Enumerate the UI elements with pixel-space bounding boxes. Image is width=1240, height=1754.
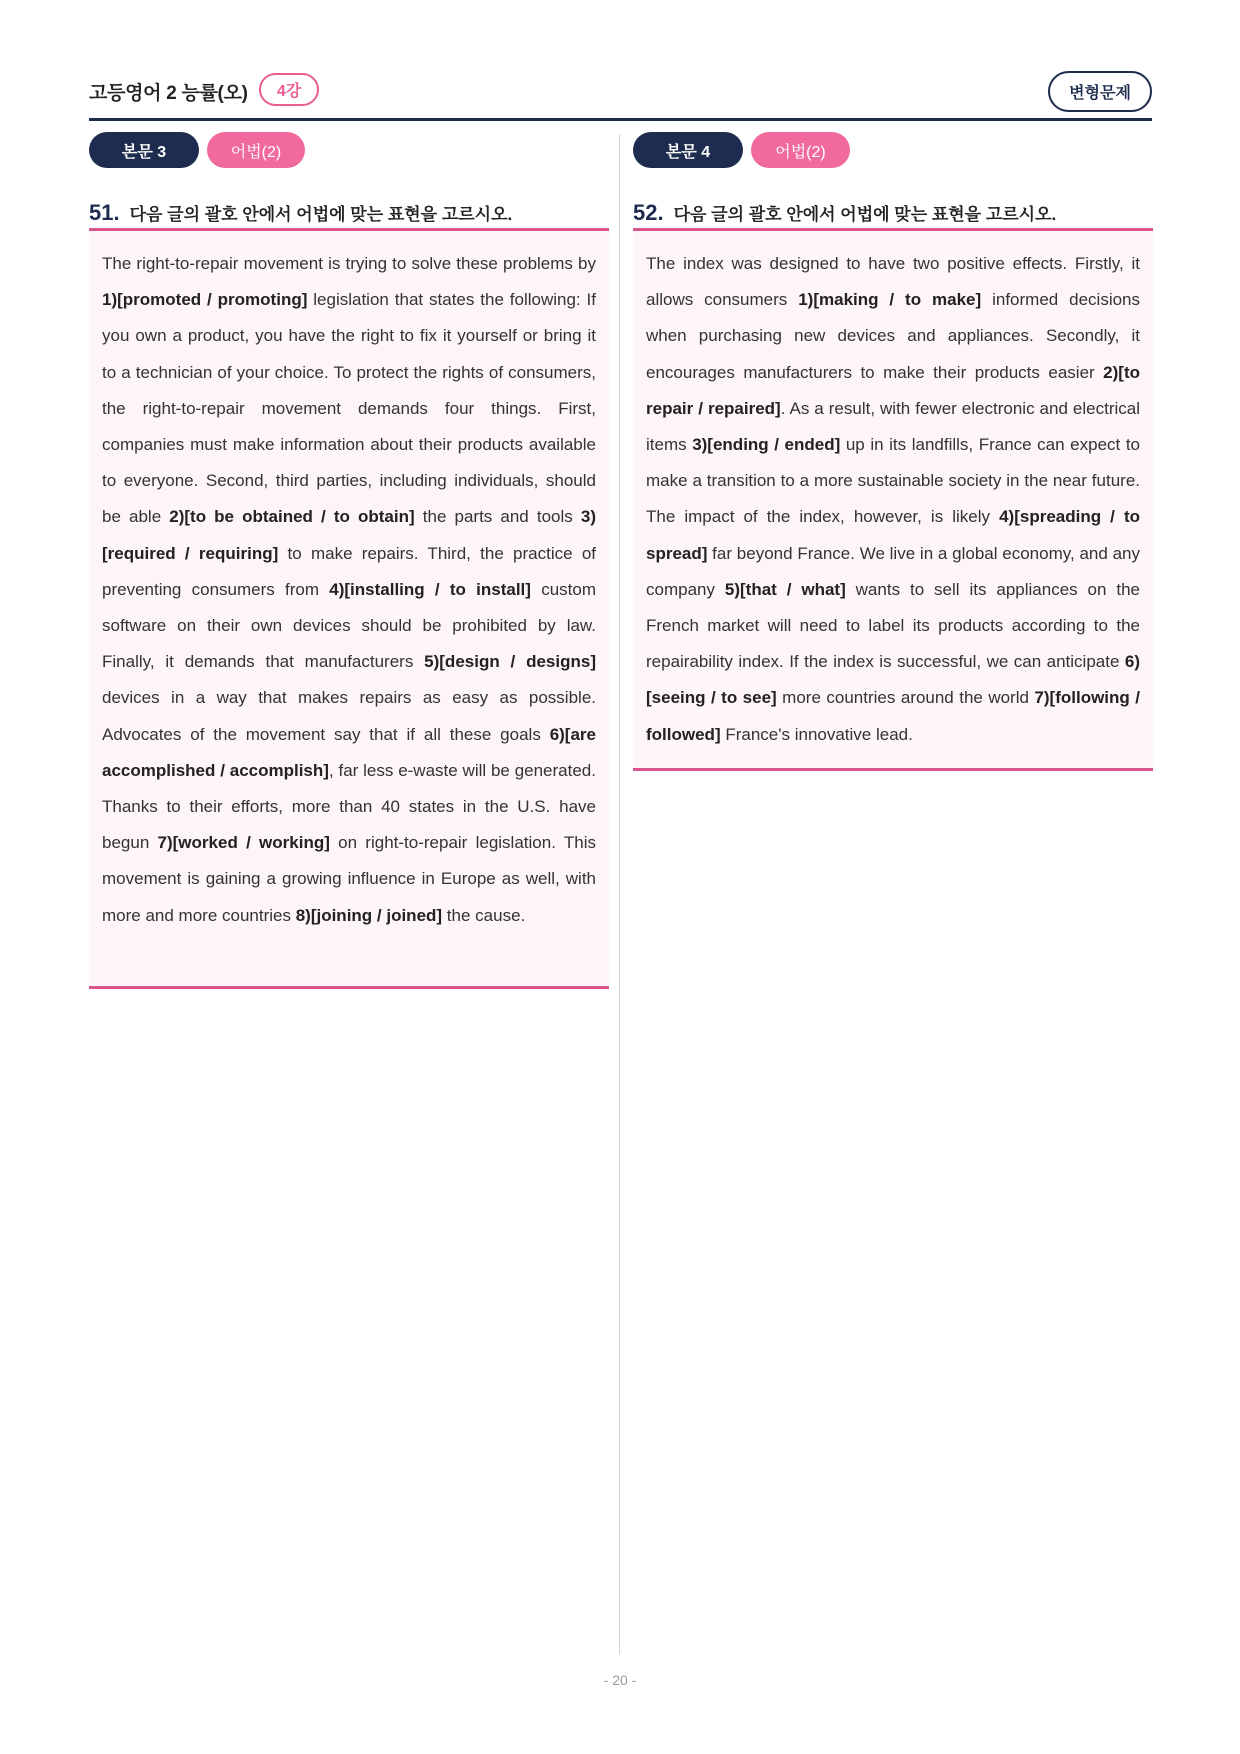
passage-box-52 (633, 231, 1153, 768)
choice-4: 4)[spreading / to spread] (646, 507, 1140, 563)
page-number: - 20 - (603, 1672, 637, 1688)
passage-text: up in its landfills, France can expect to make a transition to a more sustainable society in the near future. The impact of the index, however, is likely (646, 435, 1140, 527)
choice-8: 8)[joining / joined] (295, 905, 443, 925)
question-text: 다음 글의 괄호 안에서 어법에 맞는 표현을 고르시오. (673, 205, 1057, 224)
passage-text: wants to sell its appliances on the French market will need to label its products according to the repairability index. If the index is successful, we can anticipate (646, 579, 1140, 672)
choice-7: 7)[following / followed] (646, 688, 1140, 744)
passage-text: . As a result, with fewer electronic and electrical items (646, 398, 1140, 455)
choice-1: 1)[making / to make] (798, 290, 982, 310)
choice-1: 1)[promoted / promoting] (102, 290, 308, 310)
passage-text: on right-to-repair legislation. This movement is gaining a growing influence in Europe as well, with more and more countries (102, 833, 596, 925)
choice-6: 6)[are accomplished / accomplish] (102, 724, 596, 780)
header-divider (89, 118, 1152, 121)
passage-bottom-rule (89, 986, 609, 989)
column-divider (619, 134, 620, 1654)
choice-7: 7)[worked / working] (157, 833, 330, 853)
passage-text: custom software on their own devices should be prohibited by law. Finally, it demands that manufacturers (102, 579, 596, 672)
right-tags (633, 132, 1153, 168)
question-text: 다음 글의 괄호 안에서 어법에 맞는 표현을 고르시오. (129, 205, 513, 224)
passage-text: more countries around the world (776, 688, 1035, 708)
choice-5: 5)[that / what] (724, 579, 846, 599)
lesson-badge: 4강 (259, 73, 319, 106)
question-number: 52. (633, 200, 664, 225)
question-type-badge: 변형문제 (1048, 71, 1152, 112)
passage-text: , far less e-waste will be generated. Thanks to their efforts, more than 40 states in the U.S. have begun (102, 760, 596, 853)
passage-text: the parts and tools (414, 507, 581, 527)
passage-tag: 본문 3 (89, 132, 199, 168)
passage-text: far beyond France. We live in a global economy, and any company (646, 543, 1140, 599)
question-51 (89, 200, 609, 228)
passage-text: The right-to-repair movement is trying to solve these problems by (102, 254, 596, 273)
passage-text: informed decisions when purchasing new devices and appliances. Secondly, it encourages manufacturers to make their products easier (646, 290, 1141, 382)
left-tags (89, 132, 609, 168)
passage-box-51 (89, 231, 609, 986)
left-column (89, 132, 609, 989)
passage-text: devices in a way that makes repairs as easy as possible. Advocates of the movement say that if all these goals (102, 688, 596, 744)
choice-4: 4)[installing / to install] (329, 579, 531, 599)
question-52 (633, 200, 1153, 228)
choice-2: 2)[to be obtained / to obtain] (169, 507, 415, 527)
choice-5: 5)[design / designs] (424, 652, 596, 672)
passage-bottom-rule (633, 768, 1153, 771)
question-number: 51. (89, 200, 120, 225)
topic-tag: 어법(2) (751, 132, 850, 168)
choice-2: 2)[to repair / repaired] (646, 362, 1140, 418)
passage-text: France's innovative lead. (720, 724, 913, 744)
passage-tag: 본문 4 (633, 132, 743, 168)
right-column (633, 132, 1153, 771)
choice-3: 3)[required / requiring] (102, 507, 596, 563)
passage-text: The index was designed to have two positive effects. Firstly, it allows consumers (646, 254, 1140, 310)
choice-6: 6)[seeing / to see] (646, 652, 1140, 708)
topic-tag: 어법(2) (207, 132, 305, 168)
choice-3: 3)[ending / ended] (692, 435, 841, 455)
passage-text: legislation that states the following: If you own a product, you have the right to fix it yourself or bring it to a technician of your choice. To protect the rights of consumers, the right-to-repair movement demands four things. First, companies must make information about their products available to everyone. Second, third parties, including individuals, should be able (102, 290, 596, 527)
page-title: 고등영어 2 능률(오) (89, 83, 248, 104)
passage-text: to make repairs. Third, the practice of preventing consumers from (102, 543, 596, 599)
passage-text: the cause. (442, 905, 526, 925)
